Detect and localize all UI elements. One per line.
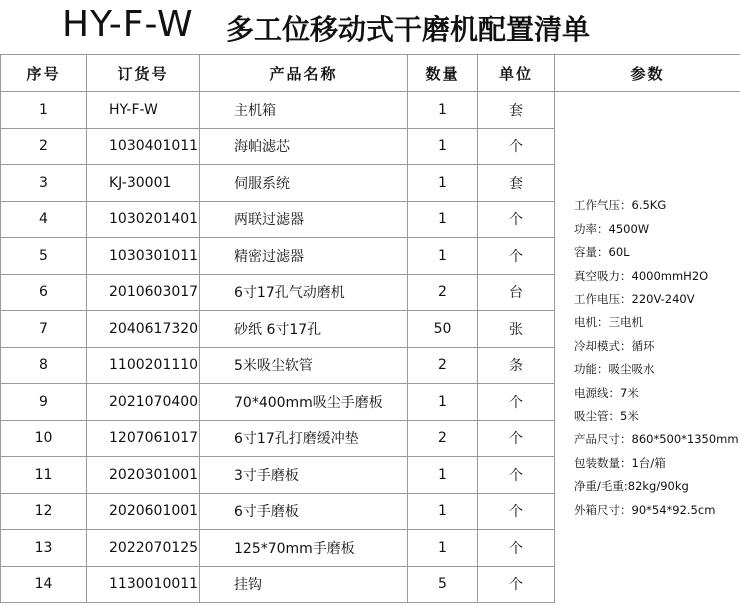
row-order-number: 2021070400 [87, 384, 200, 421]
row-product-name: 6寸手磨板 [200, 493, 408, 530]
row-order-number: 2020301001 [87, 457, 200, 494]
header-parameters: 参数 [555, 55, 740, 92]
row-unit: 个 [478, 201, 555, 238]
row-unit: 个 [478, 384, 555, 421]
parameter-line: 吸尘管：5米 [574, 409, 639, 424]
row-order-number: 1030301011 [87, 238, 200, 275]
row-product-name: 伺服系统 [200, 165, 408, 202]
row-order-number: 1100201110 [87, 347, 200, 384]
row-unit: 个 [478, 566, 555, 603]
parameter-line: 外箱尺寸：90*54*92.5cm [574, 502, 716, 517]
parameter-line: 电源线：7米 [574, 385, 639, 400]
row-order-number: 1130010011 [87, 566, 200, 603]
row-order-number: 2022070125 [87, 530, 200, 567]
row-number: 13 [1, 530, 87, 567]
row-product-name: 125*70mm手磨板 [200, 530, 408, 567]
row-order-number: KJ-30001 [87, 165, 200, 202]
row-quantity: 2 [408, 347, 478, 384]
row-product-name: 6寸17孔打磨缓冲垫 [200, 420, 408, 457]
row-order-number: 2010603017 [87, 274, 200, 311]
row-number: 7 [1, 311, 87, 348]
parameter-line: 电机：三电机 [574, 315, 643, 330]
header-no: 序号 [1, 55, 87, 92]
row-quantity: 2 [408, 420, 478, 457]
row-number: 9 [1, 384, 87, 421]
parameters-cell [555, 92, 740, 603]
row-order-number: 2040617320 [87, 311, 200, 348]
row-order-number: 1207061017 [87, 420, 200, 457]
header-order-number: 订货号 [87, 55, 200, 92]
row-number: 6 [1, 274, 87, 311]
row-quantity: 1 [408, 493, 478, 530]
row-product-name: 主机箱 [200, 92, 408, 129]
parameter-line: 工作电压：220V-240V [574, 292, 695, 307]
row-unit: 台 [478, 274, 555, 311]
parameter-line: 包装数量：1台/箱 [574, 455, 666, 470]
row-order-number: 1030201401 [87, 201, 200, 238]
row-number: 3 [1, 165, 87, 202]
row-order-number: HY-F-W [87, 92, 200, 129]
row-number: 14 [1, 566, 87, 603]
row-product-name: 两联过滤器 [200, 201, 408, 238]
row-quantity: 1 [408, 457, 478, 494]
row-quantity: 2 [408, 274, 478, 311]
row-product-name: 海帕滤芯 [200, 128, 408, 165]
row-quantity: 1 [408, 128, 478, 165]
row-product-name: 砂纸 6寸17孔 [200, 311, 408, 348]
row-number: 8 [1, 347, 87, 384]
row-unit: 套 [478, 92, 555, 129]
row-product-name: 6寸17孔气动磨机 [200, 274, 408, 311]
row-quantity: 1 [408, 530, 478, 567]
row-unit: 条 [478, 347, 555, 384]
parameter-line: 产品尺寸：860*500*1350mm [574, 432, 739, 447]
row-number: 5 [1, 238, 87, 275]
title-model: HY-F-W [62, 4, 194, 45]
row-unit: 个 [478, 493, 555, 530]
row-quantity: 5 [408, 566, 478, 603]
row-number: 12 [1, 493, 87, 530]
row-number: 1 [1, 92, 87, 129]
row-quantity: 1 [408, 165, 478, 202]
parameter-line: 功率：4500W [574, 221, 650, 236]
parameter-line: 容量：60L [574, 245, 630, 260]
row-quantity: 1 [408, 238, 478, 275]
row-unit: 个 [478, 530, 555, 567]
parameter-line: 功能：吸尘吸水 [574, 362, 655, 377]
parameter-line: 冷却模式：循环 [574, 338, 655, 353]
config-table [0, 54, 740, 603]
row-product-name: 3寸手磨板 [200, 457, 408, 494]
row-product-name: 5米吸尘软管 [200, 347, 408, 384]
title-text: 多工位移动式干磨机配置清单 [226, 13, 591, 46]
document-title [0, 0, 740, 54]
row-order-number: 1030401011 [87, 128, 200, 165]
row-unit: 个 [478, 420, 555, 457]
row-product-name: 精密过滤器 [200, 238, 408, 275]
row-unit: 个 [478, 457, 555, 494]
row-number: 10 [1, 420, 87, 457]
row-quantity: 50 [408, 311, 478, 348]
row-quantity: 1 [408, 92, 478, 129]
row-unit: 个 [478, 238, 555, 275]
table-row [1, 92, 740, 129]
row-order-number: 2020601001 [87, 493, 200, 530]
parameter-line: 真空吸力：4000mmH2O [574, 268, 709, 283]
row-number: 11 [1, 457, 87, 494]
parameter-line: 净重/毛重:82kg/90kg [574, 479, 689, 494]
row-quantity: 1 [408, 201, 478, 238]
row-quantity: 1 [408, 384, 478, 421]
row-unit: 套 [478, 165, 555, 202]
row-product-name: 70*400mm吸尘手磨板 [200, 384, 408, 421]
table-header-row [1, 55, 740, 92]
row-number: 2 [1, 128, 87, 165]
row-unit: 个 [478, 128, 555, 165]
header-unit: 单位 [478, 55, 555, 92]
parameter-line: 工作气压：6.5KG [574, 198, 667, 213]
row-number: 4 [1, 201, 87, 238]
row-unit: 张 [478, 311, 555, 348]
row-product-name: 挂钩 [200, 566, 408, 603]
header-product-name: 产品名称 [200, 55, 408, 92]
header-quantity: 数量 [408, 55, 478, 92]
